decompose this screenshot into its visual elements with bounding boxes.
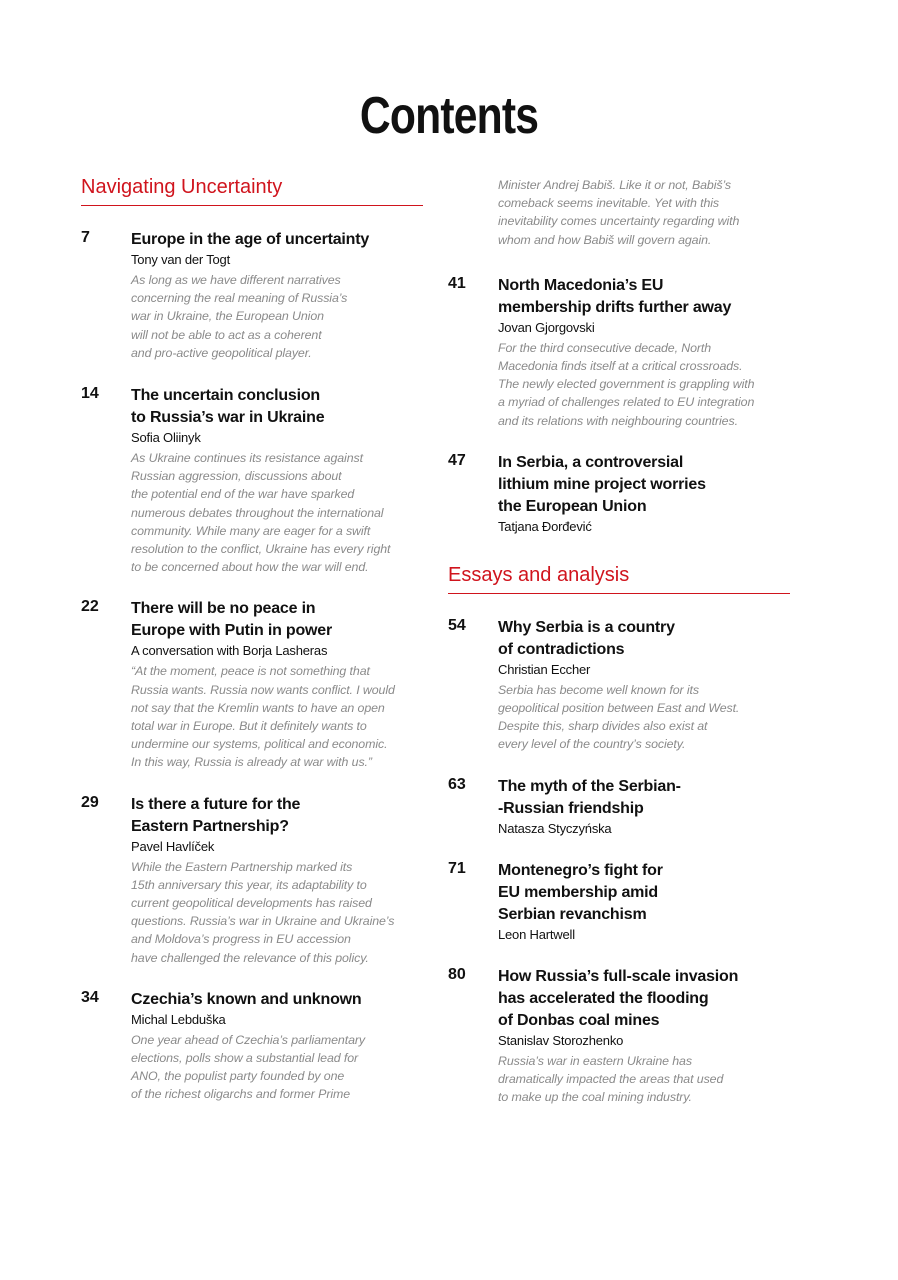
toc-entry[interactable] xyxy=(81,229,423,362)
section-heading-navigating-uncertainty: Navigating Uncertainty xyxy=(81,176,423,206)
page-number: 22 xyxy=(81,598,99,616)
entry-author: Leon Hartwell xyxy=(498,926,575,942)
toc-entry[interactable] xyxy=(448,966,790,1107)
entry-title: Is there a future for the Eastern Partnership? xyxy=(131,795,301,835)
entry-description: Serbia has become well known for its geopolitical position between East and West. Despite this, sharp divides also exist at every level of the country’s society. xyxy=(498,682,740,752)
page-number: 54 xyxy=(448,616,466,634)
page-title: Contents xyxy=(359,87,539,145)
page-number: 14 xyxy=(81,385,99,403)
entry-title: Europe in the age of uncertainty xyxy=(131,231,370,248)
left-column xyxy=(81,176,423,1104)
toc-entry[interactable] xyxy=(81,989,423,1104)
page-number: 7 xyxy=(81,229,90,246)
entry-description: “At the moment, peace is not something that Russia wants. Russia now wants conflict. I would not say that the Kremlin wants to have an open total war in Europe. But it definitely wants to undermine our systems, political and economic. In this way, Russia is already at war with us.” xyxy=(131,664,395,770)
right-column xyxy=(448,176,790,1106)
entry-author: Pavel Havlíček xyxy=(131,838,215,854)
toc-entry[interactable] xyxy=(448,776,790,838)
entry-title: The myth of the Serbian- -Russian friendship xyxy=(498,777,681,817)
page-number: 71 xyxy=(448,859,466,877)
entry-author: A conversation with Borja Lasheras xyxy=(131,643,328,659)
entry-author: Jovan Gjorgovski xyxy=(498,319,595,335)
entry-description: For the third consecutive decade, North Macedonia finds itself at a critical crossroads. The newly elected government is grappling with a myriad of challenges related to EU integration and its relations with neighbouring countries. xyxy=(498,340,755,428)
toc-entry[interactable] xyxy=(448,452,790,536)
entry-title: Czechia’s known and unknown xyxy=(131,990,362,1008)
entry-title: There will be no peace in Europe with Putin in power xyxy=(131,600,333,640)
page-number: 29 xyxy=(81,793,99,811)
toc-entry[interactable] xyxy=(81,385,423,576)
entry-description: Russia’s war in eastern Ukraine has dramatically impacted the areas that used to make up the coal mining industry. xyxy=(498,1053,724,1105)
entry-title: The uncertain conclusion to Russia’s war in Ukraine xyxy=(131,387,325,427)
toc-entry[interactable] xyxy=(448,275,790,430)
entry-author: Natasza Styczyńska xyxy=(498,820,612,836)
entry-description: One year ahead of Czechia’s parliamentary elections, polls show a substantial lead for ANO, the populist party founded by one of the richest oligarchs and former Prime xyxy=(131,1032,365,1102)
entry-author: Sofia Oliinyk xyxy=(131,430,201,446)
section-heading-essays-and-analysis: Essays and analysis xyxy=(448,564,790,594)
entry-author: Michal Lebduška xyxy=(131,1011,226,1027)
page-number: 80 xyxy=(448,965,466,983)
entry-title: Montenegro’s fight for EU membership amid Serbian revanchism xyxy=(498,861,663,923)
page-number: 63 xyxy=(448,775,466,793)
entry-author: Tatjana Đorđević xyxy=(498,518,592,534)
entry-title: In Serbia, a controversial lithium mine project worries the European Union xyxy=(498,453,706,515)
entry-description-continued: Minister Andrej Babiš. Like it or not, Babiš’s comeback seems inevitable. Yet with this inevitability comes uncertainty regarding with whom and how Babiš will govern again. xyxy=(498,178,740,247)
entry-author: Stanislav Storozhenko xyxy=(498,1032,624,1048)
entry-description: While the Eastern Partnership marked its 15th anniversary this year, its adaptability to current geopolitical developments has raised questions. Russia’s war in Ukraine and Ukraine’s and Moldova’s progress in EU accession have challenged the relevance of this policy. xyxy=(131,859,395,965)
entry-author: Christian Eccher xyxy=(498,661,591,677)
toc-entry[interactable] xyxy=(448,617,790,754)
toc-entry[interactable] xyxy=(448,860,790,944)
page-number: 47 xyxy=(448,451,466,469)
entry-title: North Macedonia’s EU membership drifts further away xyxy=(498,276,732,316)
entry-title: Why Serbia is a country of contradictions xyxy=(498,618,675,658)
toc-entry[interactable] xyxy=(81,598,423,771)
entry-author: Tony van der Togt xyxy=(131,252,230,267)
entry-description: As Ukraine continues its resistance against Russian aggression, discussions about the potential end of the war have sparked numerous debates throughout the international community. While many are eager for a swift resolution to the conflict, Ukraine has every right to be concerned about how the war will end. xyxy=(131,451,391,575)
entry-title: How Russia’s full-scale invasion has accelerated the flooding of Donbas coal mines xyxy=(498,967,739,1029)
page-number: 34 xyxy=(81,988,99,1006)
page-number: 41 xyxy=(448,274,466,292)
toc-entry[interactable] xyxy=(81,794,423,967)
entry-description: As long as we have different narratives concerning the real meaning of Russia’s war in Ukraine, the European Union will not be able to act as a coherent and pro-active geopolitical player. xyxy=(131,273,348,360)
